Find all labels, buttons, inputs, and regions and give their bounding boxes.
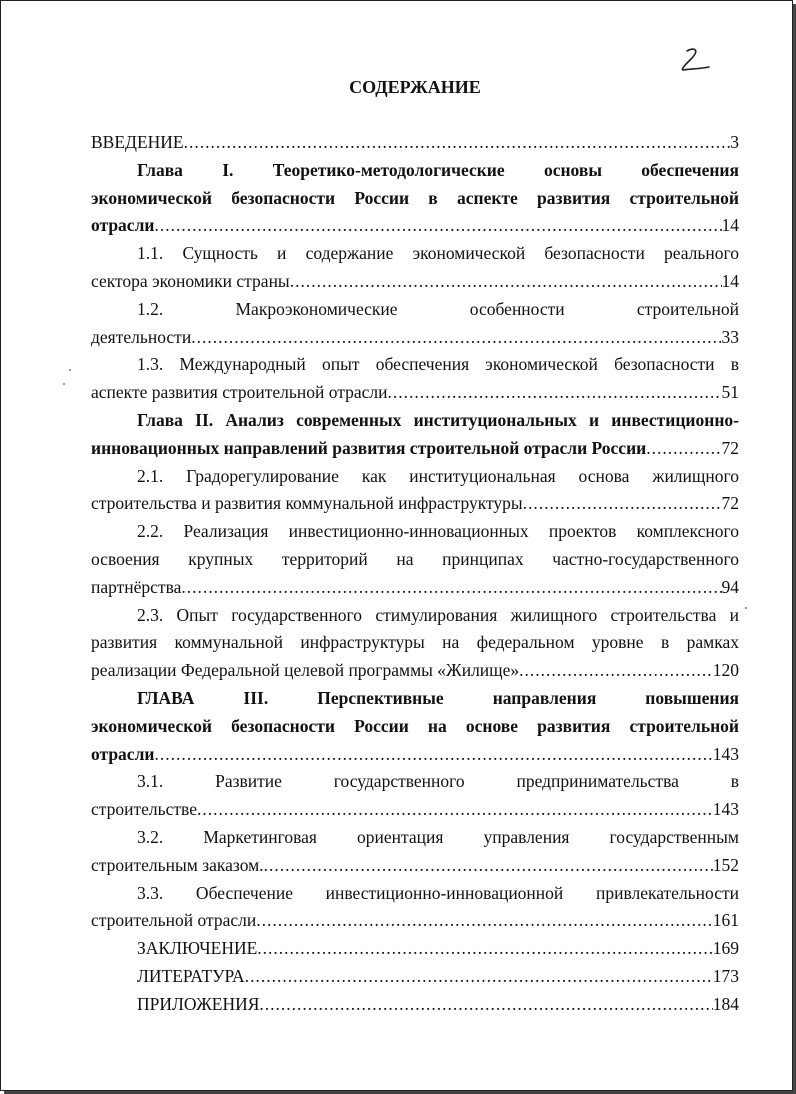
toc-leader-line <box>91 324 739 352</box>
dot-leader <box>259 991 712 1019</box>
toc-leader-line <box>91 490 739 518</box>
toc-entry-title: ВВЕДЕНИЕ <box>91 132 184 152</box>
toc-entry-title: реализации Федеральной целевой программы «Жилище» <box>91 660 520 681</box>
dot-leader <box>523 490 722 518</box>
toc-leader-line <box>91 212 739 240</box>
toc-page-number: 51 <box>721 382 739 403</box>
toc-entry-lit <box>91 963 739 991</box>
toc-entry-title: ЗАКЛЮЧЕНИЕ <box>137 938 258 959</box>
toc-leader-line <box>91 907 739 935</box>
toc-line: 1.2. Макроэкономические особенности строительной <box>137 298 739 319</box>
toc-leader-line <box>91 852 739 880</box>
toc-leader-line <box>91 741 739 769</box>
toc-entry-ch1 <box>91 157 739 240</box>
toc-page-number: 14 <box>721 215 739 236</box>
toc-page-number: 184 <box>712 993 739 1014</box>
toc-entry-title: партнёрства <box>91 576 182 597</box>
toc-line: 1.1. Сущность и содержание экономической безопасности реального <box>137 243 739 264</box>
toc-entry-s33 <box>91 880 739 936</box>
toc-line: 2.2. Реализация инвестиционно-инновационных проектов комплексного <box>137 521 739 542</box>
toc-entry-s13 <box>91 351 739 407</box>
toc-entry-app <box>91 991 739 1019</box>
dot-leader <box>256 907 713 935</box>
toc-entry-ch3 <box>91 685 739 768</box>
dot-leader <box>191 324 721 352</box>
toc-entry-title: строительным заказом. <box>91 854 264 875</box>
dot-leader <box>264 852 713 880</box>
dot-leader <box>257 935 712 963</box>
scan-speck <box>63 383 65 385</box>
dot-leader <box>387 379 721 407</box>
toc-entry-title: ЛИТЕРАТУРА <box>137 965 245 986</box>
toc-leader-line <box>91 268 739 296</box>
toc-leader-line <box>91 991 739 1019</box>
toc-page-number: 14 <box>721 270 739 291</box>
scan-speck <box>69 369 71 371</box>
toc-entry-title: строительной отрасли <box>91 910 257 931</box>
toc-page-number: 173 <box>712 965 739 986</box>
page-title: СОДЕРЖАНИЕ <box>349 77 481 97</box>
toc-entry-s32 <box>91 824 739 880</box>
toc-leader-line <box>91 796 739 824</box>
toc-page-number: 72 <box>721 437 739 458</box>
toc-entry-title: отрасли <box>91 743 155 764</box>
toc-line: Глава I. Теоретико-методологические основы обеспечения <box>137 159 739 180</box>
toc-entry-title: отрасли <box>91 215 155 236</box>
toc-line: экономической безопасности России на основе развития строительной <box>91 715 739 736</box>
dot-leader <box>290 268 722 296</box>
toc-entry-s12 <box>91 296 739 352</box>
toc-page-number: 120 <box>712 660 739 681</box>
dot-leader <box>154 212 721 240</box>
dot-leader <box>184 129 731 157</box>
toc-entry-intro <box>91 129 739 157</box>
handwritten-page-number <box>673 45 713 75</box>
dot-leader <box>245 963 713 991</box>
toc-leader-line <box>91 657 739 685</box>
table-of-contents <box>91 129 739 1019</box>
toc-entry-title: аспекте развития строительной отрасли <box>91 382 388 403</box>
toc-line: освоения крупных территорий на принципах частно-государственного <box>91 548 739 569</box>
toc-line: 3.1. Развитие государственного предпринимательства в <box>137 771 739 792</box>
toc-entry-s31 <box>91 768 739 824</box>
toc-entry-s22 <box>91 518 739 601</box>
toc-entry-s23 <box>91 602 739 685</box>
toc-line: 3.3. Обеспечение инвестиционно-инновационной привлекательности <box>137 882 739 903</box>
toc-entry-title: строительства и развития коммунальной инфраструктуры <box>91 493 523 514</box>
dot-leader <box>197 796 713 824</box>
toc-entry-title: сектора экономики страны <box>91 270 290 291</box>
toc-page-number: 72 <box>721 493 739 514</box>
toc-entry-title: строительстве <box>91 799 197 820</box>
toc-leader-line <box>91 379 739 407</box>
toc-entry-title: ПРИЛОЖЕНИЯ <box>137 993 260 1014</box>
toc-entry-s21 <box>91 463 739 519</box>
toc-page-number: 33 <box>721 326 739 347</box>
toc-page-number: 94 <box>721 576 739 597</box>
toc-entry-concl <box>91 935 739 963</box>
toc-line: экономической безопасности России в аспекте развития строительной <box>91 187 739 208</box>
toc-leader-line <box>91 935 739 963</box>
toc-line: 3.2. Маркетинговая ориентация управления государственным <box>137 826 739 847</box>
toc-page-number: 152 <box>712 854 739 875</box>
toc-line: 1.3. Международный опыт обеспечения экономической безопасности в <box>137 354 739 375</box>
toc-leader-line <box>91 129 739 157</box>
toc-line: 2.3. Опыт государственного стимулирования жилищного строительства и <box>137 604 739 625</box>
dot-leader <box>181 574 721 602</box>
toc-entry-title: инновационных направлений развития строительной отрасли России <box>91 437 647 458</box>
toc-page-number: 143 <box>712 743 739 764</box>
scan-speck <box>745 607 747 609</box>
toc-entry-ch2 <box>91 407 739 463</box>
toc-line: 2.1. Градорегулирование как институциональная основа жилищного <box>137 465 739 486</box>
dot-leader <box>154 741 712 769</box>
toc-entry-title: деятельности <box>91 326 192 347</box>
toc-line: развития коммунальной инфраструктуры на федеральном уровне в рамках <box>91 632 739 653</box>
dot-leader <box>646 435 721 463</box>
toc-page-number: 161 <box>712 910 739 931</box>
toc-leader-line <box>91 435 739 463</box>
dot-leader <box>519 657 713 685</box>
toc-page-number: 143 <box>712 799 739 820</box>
toc-page-number: 169 <box>712 938 739 959</box>
toc-line: ГЛАВА III. Перспективные направления повышения <box>137 687 739 708</box>
toc-page-number: 3 <box>730 132 739 152</box>
toc-leader-line <box>91 574 739 602</box>
toc-leader-line <box>91 963 739 991</box>
toc-entry-s11 <box>91 240 739 296</box>
toc-line: Глава II. Анализ современных институциональных и инвестиционно- <box>137 409 739 430</box>
